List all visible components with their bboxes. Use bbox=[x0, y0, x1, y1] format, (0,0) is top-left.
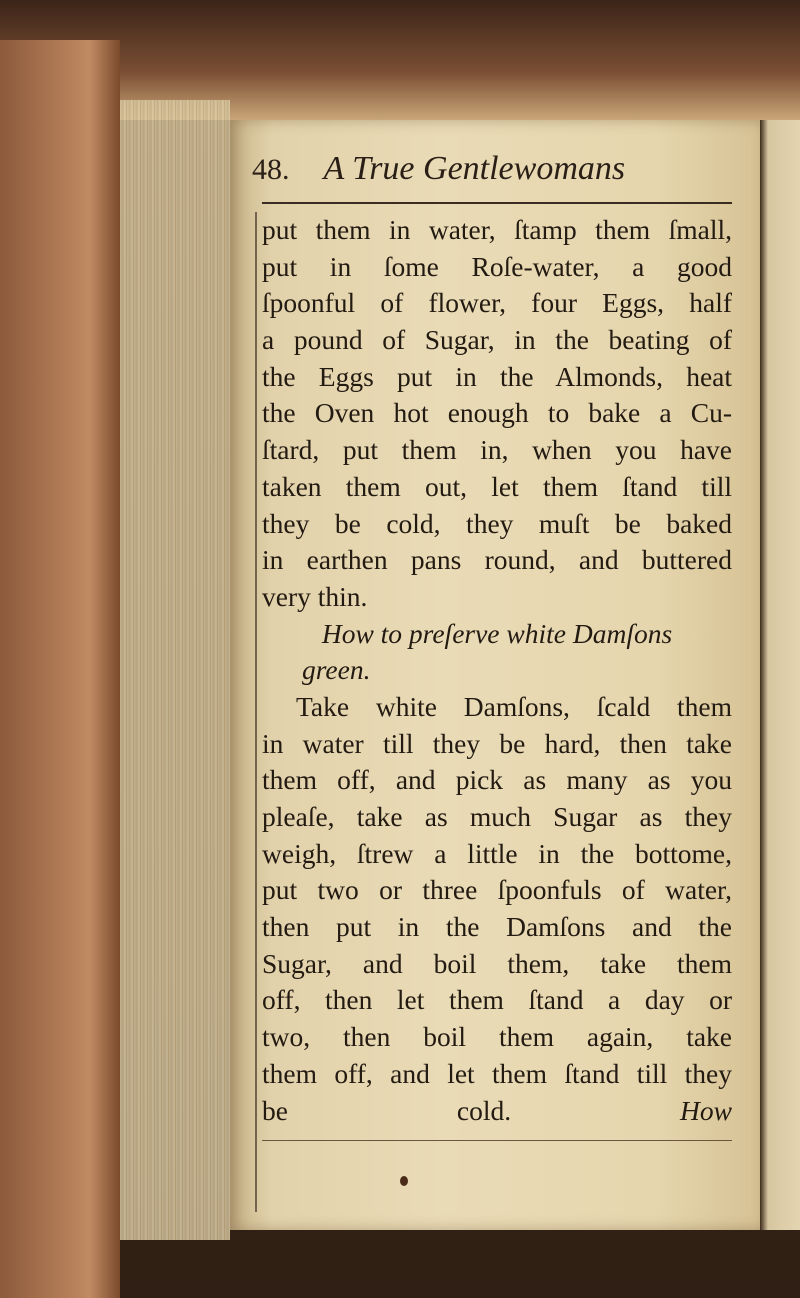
page-header bbox=[252, 150, 722, 200]
text-line: them off, and pick as many as you bbox=[262, 764, 732, 796]
text-line: Take white Damſons, ſcald them bbox=[296, 690, 732, 722]
text-line: put them in water, ſtamp them ſmall, bbox=[262, 214, 732, 245]
text-line: the Eggs put in the Almonds, heat bbox=[262, 360, 732, 392]
footer-rule bbox=[262, 1140, 732, 1141]
text-line: a pound of Sugar, in the beating of bbox=[262, 324, 732, 356]
text-line: in earthen pans round, and buttered bbox=[262, 544, 732, 576]
text-line: the Oven hot enough to bake a Cu- bbox=[262, 397, 732, 429]
text-line: off, then let them ſtand a day or bbox=[262, 984, 732, 1016]
text-line: then put in the Damſons and the bbox=[262, 911, 732, 943]
text-line: taken them out, let them ſtand till bbox=[262, 470, 732, 502]
text-line: pleaſe, take as much Sugar as they bbox=[262, 801, 732, 832]
text-line: ſpoonful of flower, four Eggs, half bbox=[262, 287, 732, 319]
text-line-end: be cold. bbox=[262, 1094, 512, 1126]
text-line: Sugar, and boil them, take them bbox=[262, 947, 732, 979]
page-number: 48. bbox=[252, 153, 290, 186]
running-title: A True Gentlewomans bbox=[323, 150, 626, 187]
text-line: two, then boil them again, take bbox=[262, 1021, 732, 1053]
text-line: put two or three ſpoonfuls of water, bbox=[262, 874, 732, 906]
last-line bbox=[262, 1093, 732, 1130]
facing-page-edge bbox=[760, 120, 800, 1230]
catchword: How bbox=[680, 1094, 732, 1126]
text-line: they be cold, they muſt be baked bbox=[262, 507, 732, 539]
text-line: ſtard, put them in, when you have bbox=[262, 434, 732, 466]
text-line: weigh, ſtrew a little in the bottome, bbox=[262, 837, 732, 869]
text-line: very thin. bbox=[262, 580, 368, 612]
recipe-heading-continued: green. bbox=[302, 654, 371, 686]
paper-stain bbox=[400, 1176, 408, 1186]
text-block-border bbox=[255, 212, 257, 1212]
leather-binding bbox=[0, 40, 120, 1298]
page-edges bbox=[120, 100, 230, 1240]
text-line: in water till they be hard, then take bbox=[262, 727, 732, 759]
recipe-heading: How to preſerve white Damſons bbox=[321, 617, 673, 649]
page-text bbox=[262, 212, 732, 1129]
header-rule bbox=[262, 202, 732, 204]
text-line: put in ſome Roſe-water, a good bbox=[262, 250, 732, 282]
text-line: them off, and let them ſtand till they bbox=[262, 1057, 732, 1089]
